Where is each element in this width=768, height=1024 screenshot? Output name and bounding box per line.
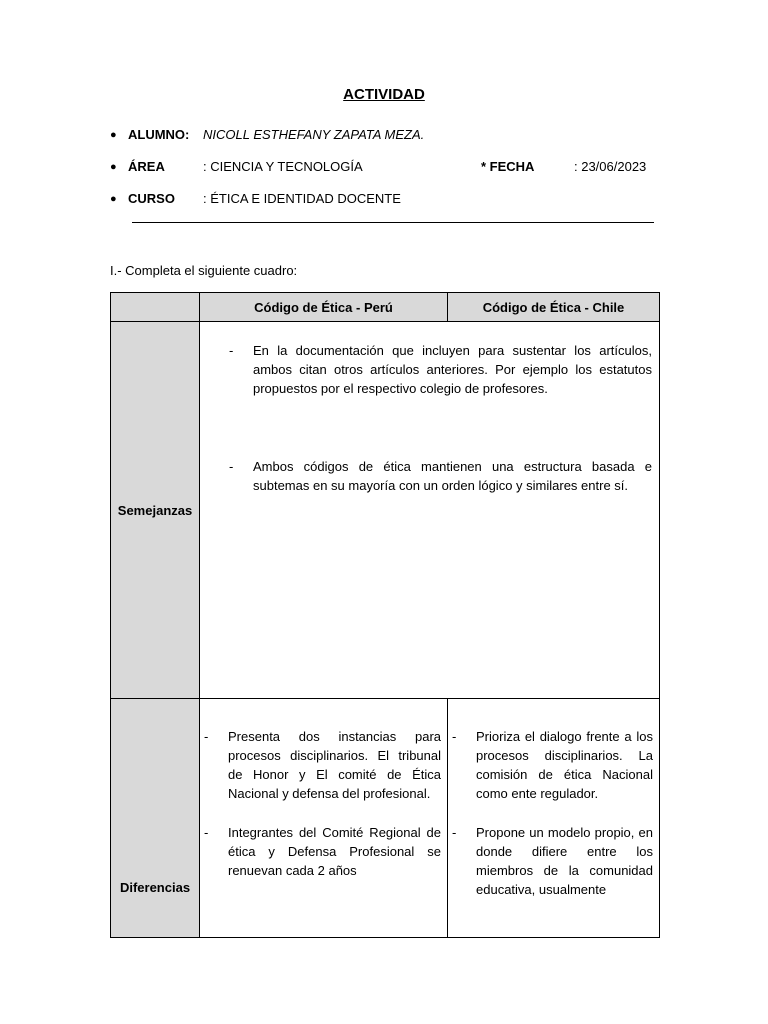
semejanzas-cell bbox=[200, 322, 660, 699]
alumno-label: ALUMNO: bbox=[128, 127, 190, 142]
diferencia-chile-item bbox=[448, 823, 659, 899]
diferencia-peru-item bbox=[200, 727, 447, 803]
semejanza-text: Ambos códigos de ética mantienen una estructura basada e subtemas en su mayoría con un orden lógico y similares entre sí. bbox=[253, 459, 652, 493]
dash-marker: - bbox=[204, 729, 209, 744]
semejanza-item bbox=[200, 457, 659, 495]
dash-marker: - bbox=[229, 343, 234, 358]
semejanza-item bbox=[200, 341, 659, 398]
dash-marker: - bbox=[204, 825, 209, 840]
fecha-value: : 23/06/2023 bbox=[574, 159, 647, 174]
dash-marker: - bbox=[452, 825, 457, 840]
bullet-icon: ● bbox=[110, 161, 117, 173]
divider-line bbox=[132, 222, 654, 223]
diferencia-chile-text: Propone un modelo propio, en donde difiere entre los miembros de la comunidad educativa, usualmente bbox=[476, 825, 653, 897]
dash-marker: - bbox=[229, 459, 234, 474]
field-area bbox=[110, 158, 670, 176]
fecha-label: * FECHA bbox=[481, 159, 535, 174]
diferencia-chile-text: Prioriza el dialogo frente a los procesos disciplinarios. La comisión de ética Nacional como ente regulador. bbox=[476, 729, 653, 801]
row-label-diferencias-text: Diferencias bbox=[119, 880, 191, 895]
diferencia-peru-item bbox=[200, 823, 447, 880]
curso-label: CURSO bbox=[128, 191, 175, 206]
diferencia-peru-text: Presenta dos instancias para procesos disciplinarios. El tribunal de Honor y El comité de Ética Nacional y defensa del profesional. bbox=[228, 729, 441, 801]
diferencias-peru-cell bbox=[200, 699, 448, 938]
curso-value: : ÉTICA E IDENTIDAD DOCENTE bbox=[203, 191, 401, 206]
diferencias-chile-cell bbox=[448, 699, 660, 938]
diferencia-chile-item bbox=[448, 727, 659, 803]
diferencia-peru-text: Integrantes del Comité Regional de ética y Defensa Profesional se renuevan cada 2 años bbox=[228, 825, 441, 878]
area-value: : CIENCIA Y TECNOLOGÍA bbox=[203, 159, 363, 174]
field-curso bbox=[110, 190, 670, 208]
row-label-diferencias bbox=[111, 699, 200, 938]
header-peru: Código de Ética - Perú bbox=[200, 293, 448, 322]
row-label-semejanzas: Semejanzas bbox=[111, 322, 200, 699]
dash-marker: - bbox=[452, 729, 457, 744]
bullet-icon: ● bbox=[110, 193, 117, 205]
alumno-value: NICOLL ESTHEFANY ZAPATA MEZA. bbox=[203, 127, 425, 142]
area-label: ÁREA bbox=[128, 159, 165, 174]
instruction-text: I.- Completa el siguiente cuadro: bbox=[110, 263, 298, 278]
field-alumno bbox=[110, 126, 670, 144]
page-title: ACTIVIDAD bbox=[343, 86, 425, 103]
bullet-icon: ● bbox=[110, 129, 117, 141]
header-corner-cell bbox=[111, 293, 200, 322]
comparison-table bbox=[110, 292, 660, 938]
header-chile: Código de Ética - Chile bbox=[448, 293, 660, 322]
semejanza-text: En la documentación que incluyen para sustentar los artículos, ambos citan otros artículos anteriores. Por ejemplo los estatutos propuestos por el respectivo colegio de profesores. bbox=[253, 343, 652, 396]
